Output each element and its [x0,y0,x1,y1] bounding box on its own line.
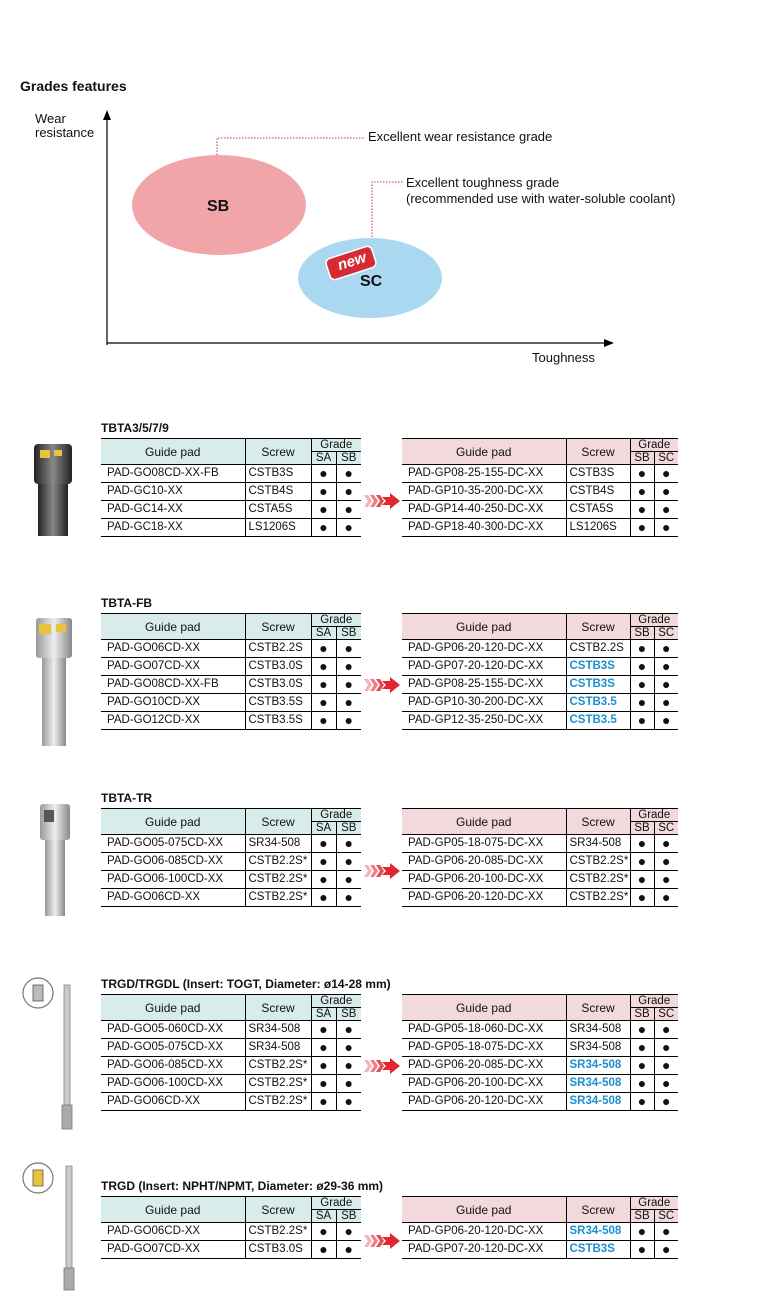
guide-pad-cell: PAD-GP08-25-155-DC-XX [402,465,566,483]
grade-dot-cell: ● [311,640,336,658]
screw-cell: SR34-508 [566,835,630,853]
guide-pad-cell: PAD-GP07-20-120-DC-XX [402,658,566,676]
table-row [402,658,678,676]
grade-dot-cell: ● [336,694,361,712]
grade-dot-cell: ● [311,1039,336,1057]
grade-dot-cell: ● [311,871,336,889]
screw-cell: CSTB2.2S* [566,871,630,889]
screw-cell: CSTB4S [566,483,630,501]
grade-dot-cell: ● [336,465,361,483]
guide-pad-cell: PAD-GP06-20-085-DC-XX [402,1057,566,1075]
grade-dot-cell: ● [654,694,678,712]
table-row [402,1093,678,1111]
guide-pad-header: Guide pad [402,809,566,835]
section-title: TBTA-TR [101,791,153,805]
guide-pad-header: Guide pad [101,614,245,640]
grade-header: Grade [311,439,361,452]
grade-dot-cell: ● [311,1057,336,1075]
screw-cell: SR34-508 [245,1039,311,1057]
screw-cell: LS1206S [245,519,311,537]
table-row [402,1057,678,1075]
replacement-arrow-icon [364,493,400,509]
grade-dot-cell: ● [336,889,361,907]
grade-dot-cell: ● [336,1039,361,1057]
old-guide-pad-table [101,994,361,1111]
guide-pad-cell: PAD-GP10-35-200-DC-XX [402,483,566,501]
guide-pad-cell: PAD-GO06CD-XX [101,1093,245,1111]
old-guide-pad-table [101,613,361,730]
page-title: Grades features [20,78,127,94]
table-row [402,853,678,871]
grade-column-sc: SC [654,1210,678,1223]
table-row [101,1039,361,1057]
screw-cell: CSTB4S [245,483,311,501]
sb-label: SB [207,198,230,215]
table-row [101,465,361,483]
screw-cell: CSTB3.5S [245,694,311,712]
guide-pad-header: Guide pad [101,995,245,1021]
grade-column-sb: SB [630,627,654,640]
screw-cell: CSTB2.2S* [245,1223,311,1241]
grade-column-sa: SA [311,627,336,640]
grade-dot-cell: ● [311,853,336,871]
table-row [402,1039,678,1057]
section-title: TRGD/TRGDL (Insert: TOGT, Diameter: ø14-28 mm) [101,977,391,991]
screw-cell: SR34-508 [566,1223,630,1241]
grade-dot-cell: ● [654,835,678,853]
grade-dot-cell: ● [311,835,336,853]
guide-pad-cell: PAD-GP10-30-200-DC-XX [402,694,566,712]
guide-pad-cell: PAD-GP12-35-250-DC-XX [402,712,566,730]
guide-pad-cell: PAD-GP06-20-120-DC-XX [402,1223,566,1241]
guide-pad-cell: PAD-GO05-075CD-XX [101,1039,245,1057]
grade-dot-cell: ● [630,1223,654,1241]
grade-column-sb: SB [336,1008,361,1021]
screw-header: Screw [566,439,630,465]
new-guide-pad-table [402,1196,678,1259]
guide-pad-cell: PAD-GP08-25-155-DC-XX [402,676,566,694]
grade-dot-cell: ● [336,1057,361,1075]
screw-cell: CSTB3S [566,465,630,483]
grade-dot-cell: ● [336,1021,361,1039]
grade-dot-cell: ● [630,871,654,889]
screw-cell: CSTB2.2S* [566,853,630,871]
grade-dot-cell: ● [630,694,654,712]
old-guide-pad-table [101,808,361,907]
guide-pad-cell: PAD-GO05-060CD-XX [101,1021,245,1039]
screw-header: Screw [566,809,630,835]
screw-cell: CSTB3S [245,465,311,483]
table-row [402,712,678,730]
sb-note: Excellent wear resistance grade [368,129,553,144]
table-row [101,871,361,889]
screw-header: Screw [566,1197,630,1223]
grade-header: Grade [311,1197,361,1210]
grade-dot-cell: ● [630,676,654,694]
grade-dot-cell: ● [311,1021,336,1039]
grade-dot-cell: ● [630,889,654,907]
guide-pad-cell: PAD-GP06-20-100-DC-XX [402,871,566,889]
guide-pad-cell: PAD-GO06-085CD-XX [101,853,245,871]
screw-header: Screw [566,995,630,1021]
screw-cell: CSTB3.0S [245,658,311,676]
grade-dot-cell: ● [336,519,361,537]
grade-dot-cell: ● [630,465,654,483]
grade-column-sb: SB [630,822,654,835]
section-title: TBTA3/5/7/9 [101,421,169,435]
guide-pad-cell: PAD-GO12CD-XX [101,712,245,730]
grade-dot-cell: ● [336,658,361,676]
grade-column-sc: SC [654,822,678,835]
grade-header: Grade [311,995,361,1008]
grade-column-sb: SB [630,1210,654,1223]
grade-dot-cell: ● [654,640,678,658]
sc-leader [372,182,403,237]
table-row [402,1223,678,1241]
grade-dot-cell: ● [630,519,654,537]
table-row [101,889,361,907]
screw-cell: CSTB2.2S [566,640,630,658]
guide-pad-header: Guide pad [101,809,245,835]
guide-pad-cell: PAD-GO06CD-XX [101,1223,245,1241]
grade-dot-cell: ● [654,1223,678,1241]
grade-dot-cell: ● [311,1241,336,1259]
guide-pad-cell: PAD-GC10-XX [101,483,245,501]
replacement-arrow-icon [364,1233,400,1249]
grade-dot-cell: ● [311,1093,336,1111]
screw-cell: CSTA5S [566,501,630,519]
grade-dot-cell: ● [336,676,361,694]
guide-pad-cell: PAD-GO06-085CD-XX [101,1057,245,1075]
table-row [101,501,361,519]
screw-cell: CSTB3S [566,1241,630,1259]
table-row [101,694,361,712]
trgd-tool-image [20,975,80,1135]
grade-dot-cell: ● [630,1021,654,1039]
grade-dot-cell: ● [311,1223,336,1241]
grade-dot-cell: ● [654,853,678,871]
grade-dot-cell: ● [311,889,336,907]
table-row [101,1021,361,1039]
grade-dot-cell: ● [654,465,678,483]
replacement-arrow-icon [364,1058,400,1074]
grade-dot-cell: ● [336,1093,361,1111]
grade-dot-cell: ● [336,1241,361,1259]
guide-pad-cell: PAD-GP06-20-100-DC-XX [402,1075,566,1093]
tbta-fb-tool-image [32,612,82,752]
grade-column-sb: SB [336,1210,361,1223]
screw-header: Screw [245,614,311,640]
new-guide-pad-table [402,808,678,907]
grade-dot-cell: ● [630,658,654,676]
grade-header: Grade [630,1197,678,1210]
tbta-tr-tool-image [36,800,76,920]
trgd-large-tool-image [20,1160,80,1295]
grade-column-sa: SA [311,1210,336,1223]
guide-pad-cell: PAD-GP06-20-120-DC-XX [402,640,566,658]
table-row [101,853,361,871]
guide-pad-cell: PAD-GP05-18-075-DC-XX [402,835,566,853]
grade-column-sb: SB [630,452,654,465]
guide-pad-header: Guide pad [402,1197,566,1223]
screw-cell: SR34-508 [566,1075,630,1093]
table-row [101,658,361,676]
guide-pad-header: Guide pad [101,1197,245,1223]
y-axis-arrow [103,110,111,120]
table-row [402,694,678,712]
grade-dot-cell: ● [311,465,336,483]
table-row [101,835,361,853]
screw-cell: CSTB3.5 [566,694,630,712]
screw-cell: CSTB2.2S* [245,871,311,889]
replacement-arrow-icon [364,863,400,879]
grade-header: Grade [630,439,678,452]
sb-leader [217,138,365,155]
screw-cell: CSTB3.5 [566,712,630,730]
guide-pad-cell: PAD-GP06-20-120-DC-XX [402,1093,566,1111]
table-row [402,1021,678,1039]
x-axis-arrow [604,339,614,347]
new-guide-pad-table [402,994,678,1111]
grade-dot-cell: ● [630,640,654,658]
grade-dot-cell: ● [336,712,361,730]
new-badge-label: new [335,248,369,275]
grade-header: Grade [630,614,678,627]
guide-pad-cell: PAD-GO06-100CD-XX [101,1075,245,1093]
old-guide-pad-table [101,438,361,537]
grade-dot-cell: ● [630,1057,654,1075]
table-row [101,519,361,537]
guide-pad-cell: PAD-GP05-18-075-DC-XX [402,1039,566,1057]
screw-cell: SR34-508 [245,1021,311,1039]
y-axis-label [35,112,94,140]
grade-dot-cell: ● [336,871,361,889]
grade-dot-cell: ● [630,1093,654,1111]
screw-header: Screw [245,439,311,465]
screw-cell: SR34-508 [245,835,311,853]
table-row [101,676,361,694]
screw-cell: CSTB2.2S* [566,889,630,907]
table-row [402,640,678,658]
sc-label: SC [360,273,383,290]
grade-dot-cell: ● [336,835,361,853]
sc-note [406,175,676,207]
guide-pad-cell: PAD-GP14-40-250-DC-XX [402,501,566,519]
screw-cell: CSTB3.0S [245,1241,311,1259]
old-guide-pad-table [101,1196,361,1259]
table-row [101,1241,361,1259]
grade-dot-cell: ● [654,1241,678,1259]
screw-cell: LS1206S [566,519,630,537]
guide-pad-cell: PAD-GO05-075CD-XX [101,835,245,853]
screw-header: Screw [245,1197,311,1223]
new-guide-pad-table [402,613,678,730]
grade-column-sa: SA [311,822,336,835]
screw-header: Screw [245,995,311,1021]
grade-dot-cell: ● [654,712,678,730]
table-row [402,519,678,537]
grade-dot-cell: ● [654,501,678,519]
screw-cell: CSTB3S [566,676,630,694]
grade-dot-cell: ● [654,519,678,537]
screw-cell: CSTB2.2S* [245,1075,311,1093]
screw-header: Screw [245,809,311,835]
table-row [402,871,678,889]
grade-dot-cell: ● [336,483,361,501]
screw-header: Screw [566,614,630,640]
table-row [101,1093,361,1111]
grade-dot-cell: ● [630,853,654,871]
guide-pad-cell: PAD-GO07CD-XX [101,1241,245,1259]
screw-cell: SR34-508 [566,1021,630,1039]
grade-header: Grade [630,809,678,822]
guide-pad-cell: PAD-GO06-100CD-XX [101,871,245,889]
grade-column-sa: SA [311,1008,336,1021]
grade-dot-cell: ● [654,889,678,907]
guide-pad-header: Guide pad [402,614,566,640]
table-row [101,483,361,501]
grade-dot-cell: ● [630,483,654,501]
grade-dot-cell: ● [311,712,336,730]
guide-pad-header: Guide pad [402,439,566,465]
screw-cell: CSTB2.2S* [245,889,311,907]
screw-cell: SR34-508 [566,1057,630,1075]
grade-dot-cell: ● [336,501,361,519]
table-row [402,1075,678,1093]
table-row [402,501,678,519]
tbta-tool-image [28,440,78,540]
guide-pad-header: Guide pad [101,439,245,465]
grade-column-sc: SC [654,627,678,640]
table-row [101,1223,361,1241]
screw-cell: CSTA5S [245,501,311,519]
screw-cell: CSTB2.2S [245,640,311,658]
screw-cell: CSTB3.5S [245,712,311,730]
replacement-arrow-icon [364,677,400,693]
guide-pad-cell: PAD-GP07-20-120-DC-XX [402,1241,566,1259]
guide-pad-cell: PAD-GO06CD-XX [101,889,245,907]
grade-column-sb: SB [336,627,361,640]
grade-dot-cell: ● [311,519,336,537]
screw-cell: CSTB3S [566,658,630,676]
table-row [402,676,678,694]
grade-dot-cell: ● [654,1057,678,1075]
table-row [101,1057,361,1075]
guide-pad-cell: PAD-GP18-40-300-DC-XX [402,519,566,537]
grade-dot-cell: ● [630,1241,654,1259]
sc-note-line2: (recommended use with water-soluble coolant) [406,191,676,206]
grade-dot-cell: ● [336,1223,361,1241]
table-row [402,889,678,907]
grade-header: Grade [630,995,678,1008]
grade-column-sa: SA [311,452,336,465]
grade-column-sb: SB [630,1008,654,1021]
grade-column-sb: SB [336,822,361,835]
grade-dot-cell: ● [654,483,678,501]
grade-dot-cell: ● [630,1075,654,1093]
y-axis-label-line1: Wear [35,111,66,126]
table-row [402,1241,678,1259]
grade-dot-cell: ● [336,853,361,871]
grade-dot-cell: ● [311,658,336,676]
grade-dot-cell: ● [654,1021,678,1039]
grade-header: Grade [311,809,361,822]
grade-column-sc: SC [654,1008,678,1021]
grade-dot-cell: ● [654,1039,678,1057]
table-row [101,640,361,658]
grade-header: Grade [311,614,361,627]
grade-column-sc: SC [654,452,678,465]
screw-cell: CSTB3.0S [245,676,311,694]
grade-dot-cell: ● [654,871,678,889]
sc-note-line1: Excellent toughness grade [406,175,560,190]
guide-pad-cell: PAD-GC18-XX [101,519,245,537]
section-title: TRGD (Insert: NPHT/NPMT, Diameter: ø29-36 mm) [101,1179,384,1193]
grade-dot-cell: ● [311,501,336,519]
screw-cell: SR34-508 [566,1093,630,1111]
grade-dot-cell: ● [630,712,654,730]
grade-dot-cell: ● [336,640,361,658]
table-row [402,483,678,501]
guide-pad-cell: PAD-GC14-XX [101,501,245,519]
table-row [402,835,678,853]
guide-pad-cell: PAD-GO08CD-XX-FB [101,676,245,694]
guide-pad-cell: PAD-GP06-20-120-DC-XX [402,889,566,907]
guide-pad-cell: PAD-GP05-18-060-DC-XX [402,1021,566,1039]
section-title: TBTA-FB [101,596,153,610]
guide-pad-cell: PAD-GP06-20-085-DC-XX [402,853,566,871]
guide-pad-cell: PAD-GO06CD-XX [101,640,245,658]
x-axis-label: Toughness [532,350,595,365]
grade-dot-cell: ● [336,1075,361,1093]
guide-pad-cell: PAD-GO10CD-XX [101,694,245,712]
grade-dot-cell: ● [654,1093,678,1111]
grade-dot-cell: ● [311,1075,336,1093]
guide-pad-header: Guide pad [402,995,566,1021]
screw-cell: CSTB2.2S* [245,853,311,871]
grade-dot-cell: ● [311,676,336,694]
guide-pad-cell: PAD-GO08CD-XX-FB [101,465,245,483]
table-row [402,465,678,483]
grade-dot-cell: ● [654,1075,678,1093]
table-row [101,712,361,730]
screw-cell: SR34-508 [566,1039,630,1057]
guide-pad-cell: PAD-GO07CD-XX [101,658,245,676]
y-axis-label-line2: resistance [35,125,95,140]
screw-cell: CSTB2.2S* [245,1057,311,1075]
grade-dot-cell: ● [630,1039,654,1057]
screw-cell: CSTB2.2S* [245,1093,311,1111]
grade-dot-cell: ● [630,501,654,519]
grade-dot-cell: ● [654,658,678,676]
table-row [101,1075,361,1093]
grade-dot-cell: ● [311,694,336,712]
grade-dot-cell: ● [654,676,678,694]
new-guide-pad-table [402,438,678,537]
grade-column-sb: SB [336,452,361,465]
grade-dot-cell: ● [630,835,654,853]
grade-dot-cell: ● [311,483,336,501]
